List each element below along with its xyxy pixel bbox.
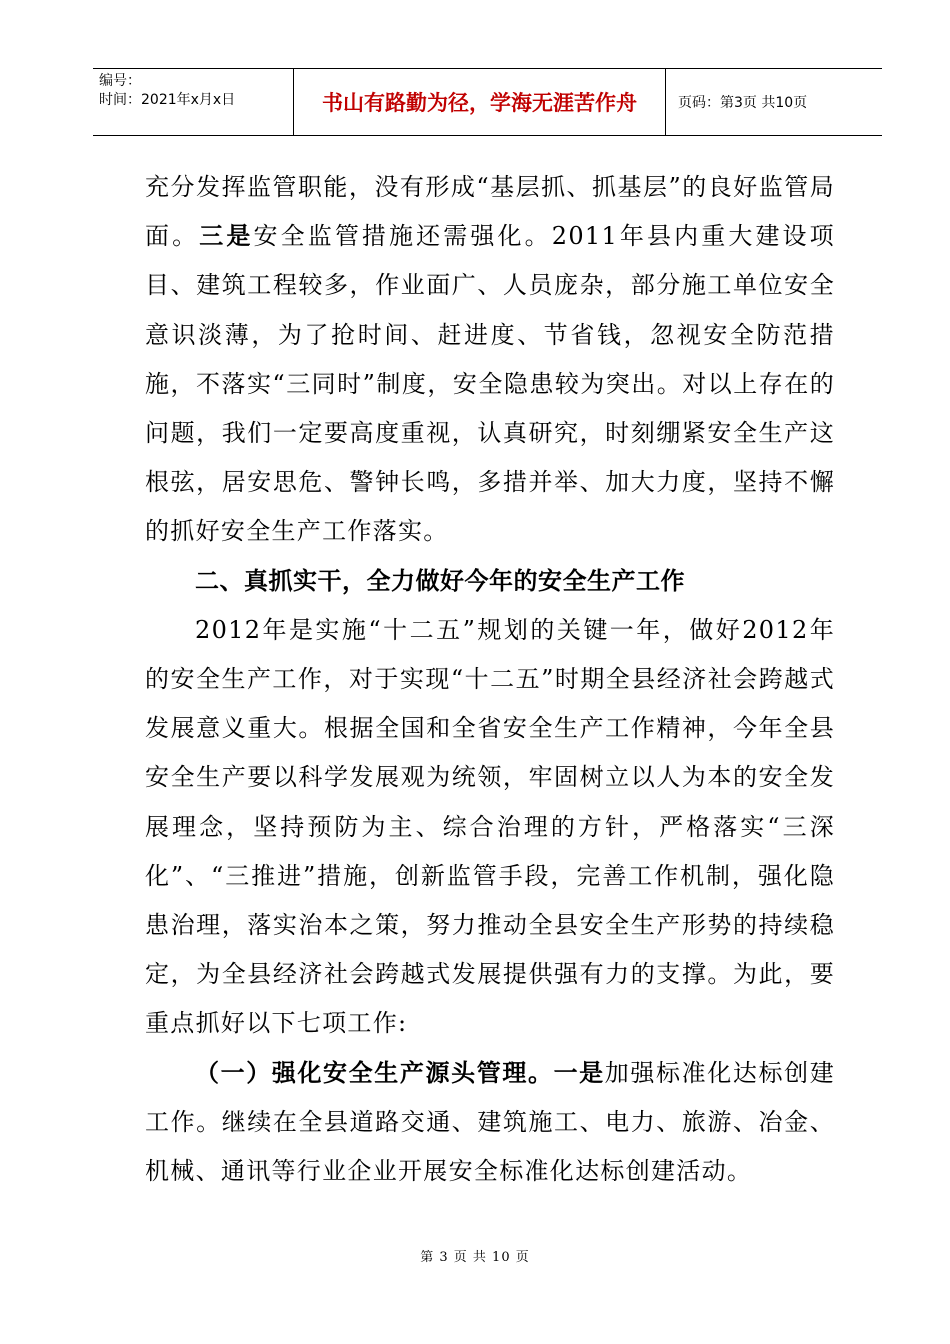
paragraph-2: 2012年是实施“十二五”规划的关键一年，做好2012年的安全生产工作，对于实现“十二五”时期全县经济社会跨越式发展意义重大。根据全国和全省安全生产工作精神，今年全县安全生产要以科学发展观为统领，牢固树立以人为本的安全发展理念，坚持预防为主、综合治理的方针，严格落实“三深化”、“三推进”措施，创新监管手段，完善工作机制，强化隐患治理，落实治本之策，努力推动全县安全生产形势的持续稳定，为全县经济社会跨越式发展提供强有力的支撑。为此，要重点抓好以下七项工作:: [145, 615, 835, 1038]
document-body: [145, 163, 835, 1196]
page-footer: 第 3 页 共 10 页: [420, 1250, 530, 1265]
section-heading-2: 二、真抓实干，全力做好今年的安全生产工作: [195, 566, 685, 595]
time-label: 时间：2021年x月x日: [99, 92, 236, 108]
header-meta: [93, 69, 294, 135]
page-header: [93, 68, 882, 136]
paragraph-3-bold-lead: （一）强化安全生产源头管理。一是: [195, 1058, 605, 1087]
number-label: 编号：: [99, 73, 141, 89]
paragraph-1: [145, 163, 835, 557]
paragraph-1-text-a: 充分发挥监管职能，没有形成“基层抓、抓基层”的良好监管局面。: [145, 173, 835, 251]
paragraph-3-text: 加强标准化达标创建工作。继续在全县道路交通、建筑施工、电力、旅游、冶金、机械、通讯等行业企业开展安全标准化达标创建活动。: [145, 1058, 835, 1186]
paragraph-3: [145, 1049, 835, 1197]
paragraph-1-bold-lead: 三是: [199, 222, 254, 251]
paragraph-1-text-b: 安全监管措施还需强化。2011年县内重大建设项目、建筑工程较多，作业面广、人员庞杂，部分施工单位安全意识淡薄，为了抢时间、赶进度、节省钱，忽视安全防范措施，不落实“三同时”制度，安全隐患较为突出。对以上存在的问题，我们一定要高度重视，认真研究，时刻绷紧安全生产这根弦，居安思危、警钟长鸣，多措并举、加大力度，坚持不懈的抓好安全生产工作落实。: [145, 222, 835, 546]
header-motto: 书山有路勤为径，学海无涯苦作舟: [294, 69, 666, 135]
header-page-info: 页码：第3页 共10页: [678, 95, 808, 111]
